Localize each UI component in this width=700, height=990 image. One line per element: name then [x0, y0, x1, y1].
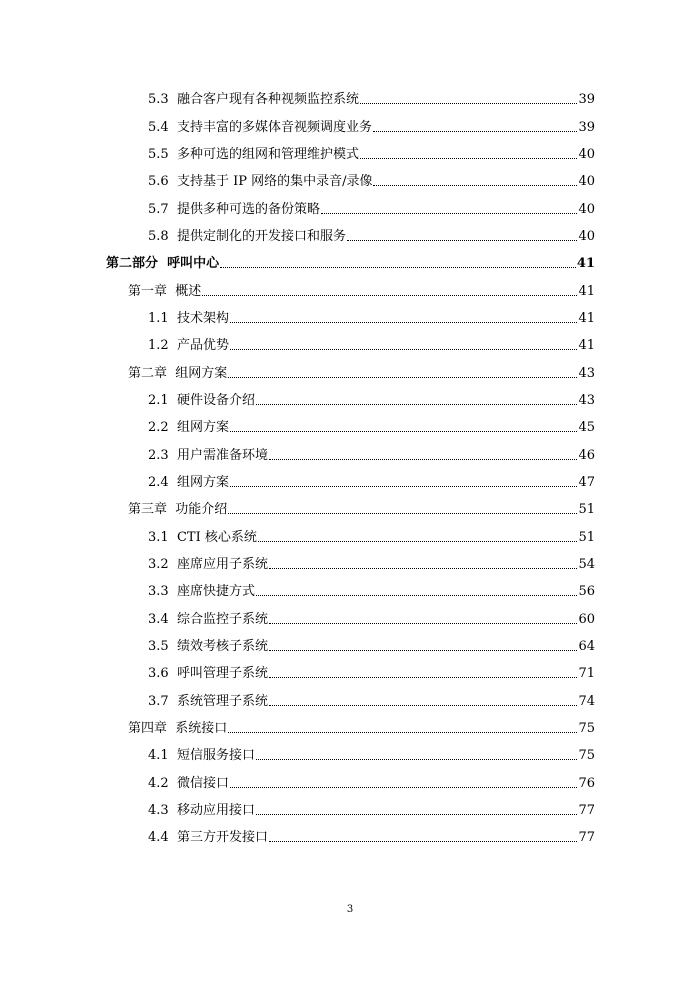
- toc-entry[interactable]: [0, 84, 595, 111]
- toc-entry-title: 系统接口: [175, 721, 228, 737]
- toc-entry-number: 1.2: [148, 338, 169, 354]
- toc-entry[interactable]: [0, 522, 595, 549]
- dot-leader: [228, 731, 577, 733]
- toc-entry-title: 硬件设备介绍: [176, 392, 255, 408]
- toc-entry-page: 39: [578, 92, 595, 108]
- dot-leader: [373, 130, 577, 132]
- dot-leader: [220, 266, 576, 268]
- toc-entry-number: 4.3: [148, 803, 169, 819]
- toc-entry-title: 绩效考核子系统: [176, 639, 268, 655]
- toc-entry-page: 41: [576, 256, 595, 272]
- toc-entry-number: 3.1: [148, 529, 169, 545]
- toc-entry-number: 4.4: [148, 830, 169, 846]
- dot-leader: [228, 376, 577, 378]
- toc-entry-page: 56: [578, 584, 595, 600]
- toc-entry[interactable]: [0, 494, 595, 521]
- toc-entry[interactable]: [0, 248, 595, 275]
- toc-entry-number: 5.4: [148, 119, 169, 135]
- dot-leader: [321, 212, 577, 214]
- page-number: 3: [346, 904, 354, 915]
- dot-leader: [256, 813, 577, 815]
- toc-entry[interactable]: [0, 576, 595, 603]
- toc-entry[interactable]: [0, 221, 595, 248]
- dot-leader: [269, 649, 577, 651]
- toc-entry[interactable]: [0, 768, 595, 795]
- toc-entry[interactable]: [0, 740, 595, 767]
- table-of-contents: [0, 84, 700, 850]
- toc-entry-number: 2.4: [148, 474, 169, 490]
- dot-leader: [256, 403, 577, 405]
- toc-entry-page: 75: [578, 721, 595, 737]
- toc-entry-number: 2.3: [148, 447, 169, 463]
- dot-leader: [360, 102, 577, 104]
- toc-entry-page: 41: [578, 310, 595, 326]
- toc-entry-number: 第三章: [128, 502, 168, 518]
- toc-entry-title: 系统管理子系统: [176, 693, 268, 709]
- toc-entry[interactable]: [0, 385, 595, 412]
- dot-leader: [230, 321, 577, 323]
- toc-entry-number: 4.1: [148, 748, 169, 764]
- toc-entry-title: 组网方案: [176, 420, 229, 436]
- toc-entry[interactable]: [0, 713, 595, 740]
- toc-entry-number: 第四章: [128, 721, 168, 737]
- toc-entry[interactable]: [0, 658, 595, 685]
- toc-entry-number: 3.7: [148, 693, 169, 709]
- toc-entry-title: 微信接口: [176, 775, 229, 791]
- toc-entry-page: 64: [578, 639, 595, 655]
- toc-entry-title: 产品优势: [176, 338, 229, 354]
- toc-entry-number: 第二部分: [106, 256, 159, 272]
- toc-entry[interactable]: [0, 467, 595, 494]
- toc-entry-title: 短信服务接口: [176, 748, 255, 764]
- toc-entry-page: 60: [578, 611, 595, 627]
- dot-leader: [360, 157, 577, 159]
- toc-entry[interactable]: [0, 686, 595, 713]
- dot-leader: [269, 622, 577, 624]
- toc-entry-title: 融合客户现有各种视频监控系统: [176, 92, 359, 108]
- toc-entry-title: 支持基于 IP 网络的集中录音/录像: [176, 174, 373, 190]
- toc-entry-title: 座席快捷方式: [176, 584, 255, 600]
- toc-entry-page: 51: [578, 502, 595, 518]
- toc-entry[interactable]: [0, 795, 595, 822]
- toc-entry-number: 第二章: [128, 365, 168, 381]
- toc-entry-number: 3.4: [148, 611, 169, 627]
- dot-leader: [230, 430, 577, 432]
- toc-entry-page: 71: [578, 666, 595, 682]
- toc-entry-title: 移动应用接口: [176, 803, 255, 819]
- toc-entry-number: 1.1: [148, 310, 169, 326]
- toc-entry[interactable]: [0, 822, 595, 849]
- toc-entry-title: 提供定制化的开发接口和服务: [176, 228, 346, 244]
- toc-entry-title: 座席应用子系统: [176, 557, 268, 573]
- toc-entry-title: 呼叫管理子系统: [176, 666, 268, 682]
- toc-entry-title: 综合监控子系统: [176, 611, 268, 627]
- toc-entry-title: 用户需准备环境: [176, 447, 268, 463]
- toc-entry-title: CTI 核心系统: [176, 529, 257, 545]
- toc-entry[interactable]: [0, 631, 595, 658]
- toc-entry[interactable]: [0, 357, 595, 384]
- toc-entry-page: 51: [578, 529, 595, 545]
- toc-entry-title: 技术架构: [176, 310, 229, 326]
- toc-entry-number: 5.6: [148, 174, 169, 190]
- dot-leader: [228, 512, 577, 514]
- toc-entry-title: 概述: [175, 283, 202, 299]
- dot-leader: [230, 348, 577, 350]
- dot-leader: [230, 485, 577, 487]
- toc-entry-page: 40: [578, 228, 595, 244]
- toc-entry-page: 41: [578, 338, 595, 354]
- toc-entry-page: 43: [578, 365, 595, 381]
- dot-leader: [202, 294, 577, 296]
- toc-entry-number: 2.1: [148, 392, 169, 408]
- dot-leader: [258, 540, 578, 542]
- toc-entry-number: 5.3: [148, 92, 169, 108]
- toc-entry-page: 47: [578, 474, 595, 490]
- toc-entry-number: 3.6: [148, 666, 169, 682]
- toc-entry-page: 40: [578, 146, 595, 162]
- toc-entry-number: 5.8: [148, 228, 169, 244]
- toc-entry[interactable]: [0, 193, 595, 220]
- toc-entry[interactable]: [0, 275, 595, 302]
- toc-entry[interactable]: [0, 303, 595, 330]
- toc-entry-title: 第三方开发接口: [176, 830, 268, 846]
- toc-entry-number: 第一章: [128, 283, 168, 299]
- toc-entry-number: 5.5: [148, 146, 169, 162]
- dot-leader: [347, 239, 577, 241]
- dot-leader: [269, 840, 577, 842]
- toc-entry-page: 43: [578, 392, 595, 408]
- toc-entry[interactable]: [0, 330, 595, 357]
- toc-entry-page: 74: [578, 693, 595, 709]
- toc-entry-page: 45: [578, 420, 595, 436]
- toc-entry-page: 76: [578, 775, 595, 791]
- toc-entry-number: 5.7: [148, 201, 169, 217]
- dot-leader: [269, 704, 577, 706]
- toc-entry-title: 呼叫中心: [167, 256, 220, 272]
- toc-entry-page: 40: [578, 201, 595, 217]
- toc-entry-title: 功能介绍: [175, 502, 228, 518]
- toc-entry-number: 3.3: [148, 584, 169, 600]
- toc-entry-title: 提供多种可选的备份策略: [176, 201, 320, 217]
- toc-entry-title: 支持丰富的多媒体音视频调度业务: [176, 119, 372, 135]
- dot-leader: [256, 758, 577, 760]
- toc-entry[interactable]: [0, 412, 595, 439]
- toc-entry-page: 40: [578, 174, 595, 190]
- toc-entry[interactable]: [0, 439, 595, 466]
- toc-entry[interactable]: [0, 111, 595, 138]
- dot-leader: [230, 786, 577, 788]
- toc-entry-number: 2.2: [148, 420, 169, 436]
- toc-entry[interactable]: [0, 549, 595, 576]
- toc-entry-number: 3.2: [148, 557, 169, 573]
- toc-entry-page: 77: [578, 830, 595, 846]
- toc-entry-page: 54: [578, 557, 595, 573]
- toc-entry-page: 77: [578, 803, 595, 819]
- toc-entry-page: 39: [578, 119, 595, 135]
- toc-entry-page: 46: [578, 447, 595, 463]
- dot-leader: [269, 676, 577, 678]
- toc-entry-number: 3.5: [148, 639, 169, 655]
- toc-entry-number: 4.2: [148, 775, 169, 791]
- toc-entry-title: 多种可选的组网和管理维护模式: [176, 146, 359, 162]
- dot-leader: [269, 567, 577, 569]
- dot-leader: [373, 184, 577, 186]
- toc-entry[interactable]: [0, 139, 595, 166]
- toc-entry[interactable]: [0, 166, 595, 193]
- dot-leader: [269, 458, 577, 460]
- toc-entry-title: 组网方案: [175, 365, 228, 381]
- toc-entry-page: 75: [578, 748, 595, 764]
- toc-entry-page: 41: [578, 283, 595, 299]
- dot-leader: [256, 594, 577, 596]
- toc-entry[interactable]: [0, 604, 595, 631]
- toc-entry-title: 组网方案: [176, 474, 229, 490]
